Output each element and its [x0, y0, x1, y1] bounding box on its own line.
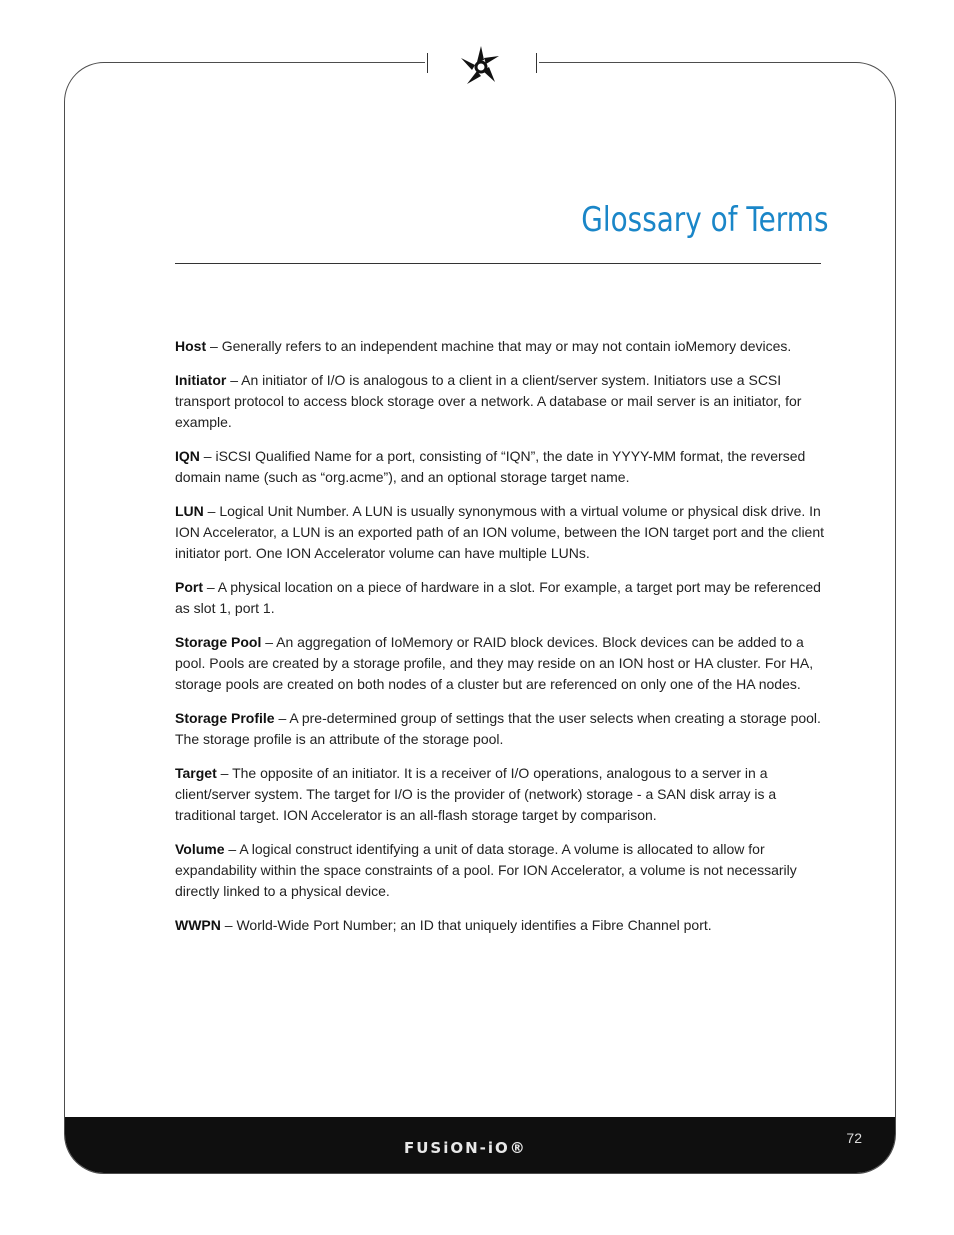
glossary-entry-storage-profile: [175, 708, 827, 750]
glossary-entry-storage-pool: [175, 632, 827, 695]
page-title: Glossary of Terms: [580, 200, 828, 240]
fusion-io-star-icon: [453, 42, 509, 90]
title-divider: [175, 263, 821, 264]
glossary-term: WWPN: [175, 917, 221, 933]
header-tick-right: [536, 53, 537, 73]
glossary-definition: – An aggregation of IoMemory or RAID block devices. Block devices can be added to a pool. Pools are created by a storage profile, and they may reside on an ION host or HA cluster. For HA, storage pools are created on both nodes of a cluster but are referenced on only one of the HA nodes.: [175, 634, 814, 692]
glossary-definition: – Logical Unit Number. A LUN is usually synonymous with a virtual volume or physical disk drive. In ION Accelerator, a LUN is an exported path of an ION volume, between the ION target port and the client initiator port. One ION Accelerator volume can have multiple LUNs.: [175, 503, 825, 561]
footer-brand-logo: FUSiON-iO®: [404, 1139, 527, 1157]
glossary-entry-host: [175, 336, 827, 357]
glossary-definition: – iSCSI Qualified Name for a port, consisting of “IQN”, the date in YYYY-MM format, the reversed domain name (such as “org.acme”), and an optional storage target name.: [175, 448, 806, 485]
glossary-entry-lun: [175, 501, 827, 564]
glossary-list: [175, 336, 827, 949]
glossary-definition: – Generally refers to an independent machine that may or may not contain ioMemory devices.: [206, 338, 792, 354]
glossary-entry-initiator: [175, 370, 827, 433]
glossary-definition: – A pre-determined group of settings that the user selects when creating a storage pool. The storage profile is an attribute of the storage pool.: [175, 710, 821, 747]
glossary-entry-iqn: [175, 446, 827, 488]
glossary-entry-target: [175, 763, 827, 826]
glossary-term: LUN: [175, 503, 204, 519]
glossary-definition: – A logical construct identifying a unit of data storage. A volume is allocated to allow for expandability within the space constraints of a pool. For ION Accelerator, a volume is not necessarily directly linked to a physical device.: [175, 841, 797, 899]
glossary-definition: – The opposite of an initiator. It is a receiver of I/O operations, analogous to a server in a client/server system. The target for I/O is the provider of (network) storage - a SAN disk array is a traditional target. ION Accelerator is an all-flash storage target by comparison.: [175, 765, 777, 823]
glossary-definition: – A physical location on a piece of hardware in a slot. For example, a target port may be referenced as slot 1, port 1.: [175, 579, 821, 616]
glossary-entry-wwpn: [175, 915, 827, 936]
glossary-term: Target: [175, 765, 217, 781]
page-number: 72: [846, 1130, 862, 1146]
glossary-term: Storage Pool: [175, 634, 262, 650]
glossary-definition: – An initiator of I/O is analogous to a client in a client/server system. Initiators use a SCSI transport protocol to access block storage over a network. A database or mail server is an initiator, for example.: [175, 372, 802, 430]
glossary-term: Host: [175, 338, 207, 354]
glossary-term: IQN: [175, 448, 200, 464]
glossary-definition: – World-Wide Port Number; an ID that uniquely identifies a Fibre Channel port.: [220, 917, 712, 933]
glossary-term: Storage Profile: [175, 710, 275, 726]
glossary-term: Initiator: [175, 372, 227, 388]
header-tick-left: [427, 53, 428, 73]
glossary-term: Port: [175, 579, 203, 595]
glossary-entry-volume: [175, 839, 827, 902]
glossary-entry-port: [175, 577, 827, 619]
glossary-term: Volume: [175, 841, 225, 857]
